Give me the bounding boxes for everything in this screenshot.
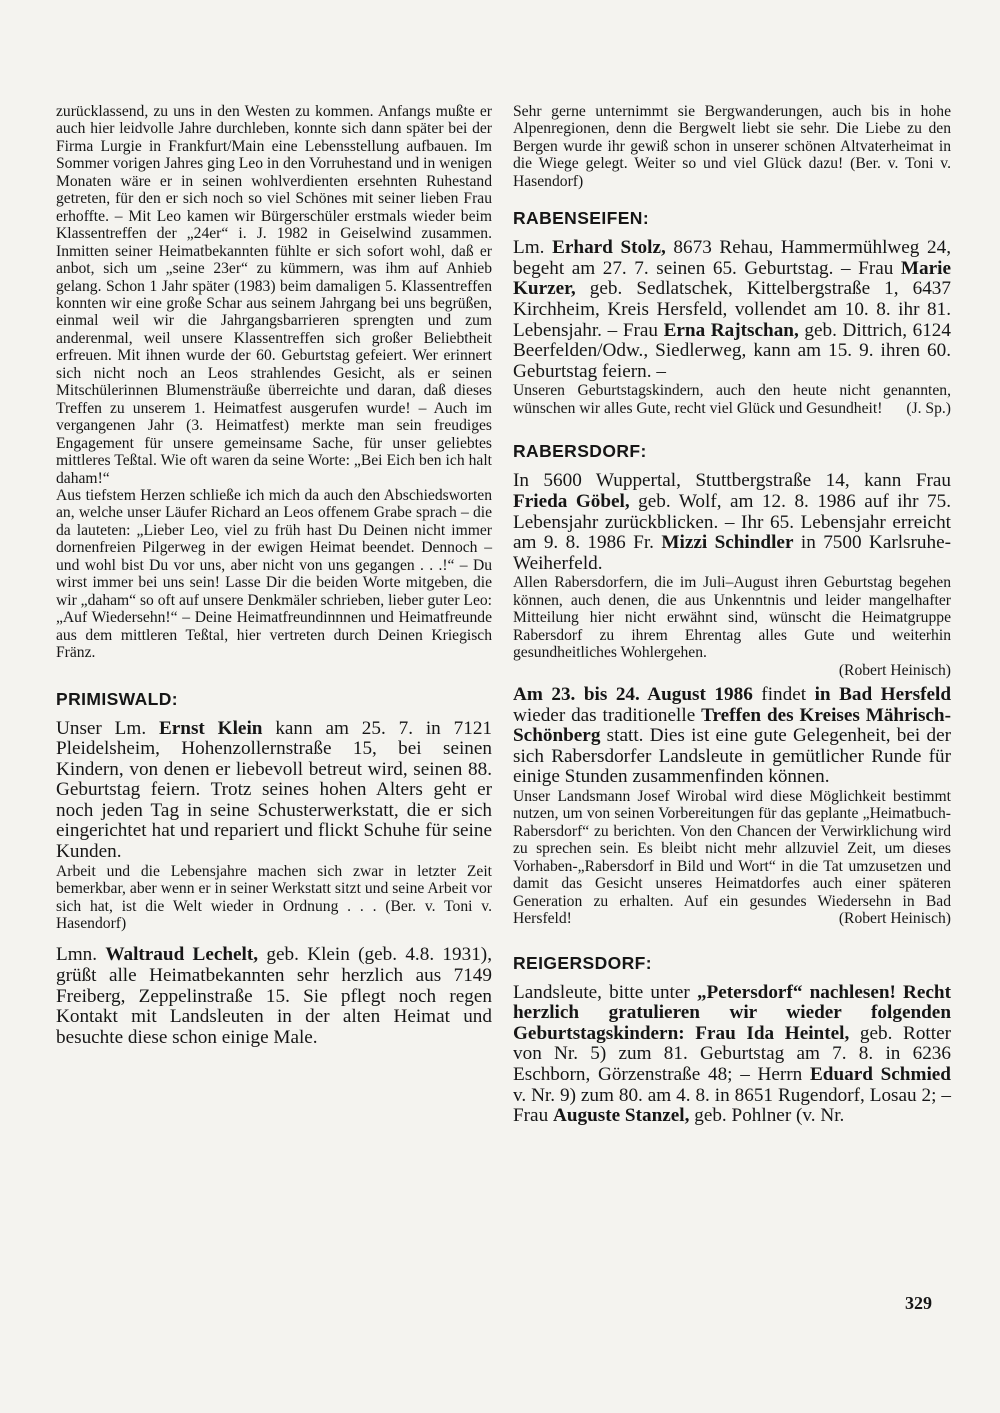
person-name: Ernst Klein xyxy=(158,717,263,739)
right-column xyxy=(513,103,951,1127)
heimatbuch-paragraph: Unser Landsmann Josef Wirobal wird diese Möglichkeit bestimmt nutzen, um von seinen Vorbereitungen für das geplante „Heimatbuch-Rabersdorf“ zu berichten. Von den Chancen der Verwirklichung wird zu sprechen sein. Es bleibt nicht mehr allzuviel Zeit, um dieses Vorhaben-„Rabersdorf in Bild und Wort“ in die Tat umzusetzen und damit das Gesicht unseres Heimatdorfes auch einer späteren Generation zu erhalten. Auf ein gesundes Wiedersehn in Bad Hersfeld! (Robert Heinisch) xyxy=(513,787,951,928)
person-name: Auguste Stanzel, xyxy=(552,1105,690,1127)
author-citation: (Robert Heinisch) xyxy=(838,910,951,928)
person-name: Erhard Stolz, xyxy=(552,237,666,259)
author-citation: (Robert Heinisch) xyxy=(838,661,951,679)
author-citation: (J. Sp.) xyxy=(906,399,951,417)
rabersdorf-heading: RABERSDORF: xyxy=(513,441,647,462)
page-number: 329 xyxy=(905,1293,932,1313)
primiswald-heading: PRIMISWALD: xyxy=(56,688,179,709)
person-name: Marie Kurzer, xyxy=(513,257,951,300)
farewell-paragraph: Aus tiefstem Herzen schließe ich mich da auch den Abschiedsworten an, welche unser Läufer Richard an Leos offenem Grabe sprach – die da lauteten: „Lieber Leo, viel zu früh hast Du Deinen nicht immer dornenfreien Pilgerweg in der ewigen Heimat beendet. Dennoch – und wohl bist Du vor uns, aber nicht von uns gegangen . . .!“ – Du wirst immer bei uns sein! Lasse Dir die beiden Worte mitgeben, die wir „daham“ so oft auf unsere Denkmäler schrieben, lieber guter Leo: „Auf Wiedersehn!“ – Deine Heimatfreundinnnen und Heimatfreunde aus dem mittleren Teßtal, hier vertreten durch Deinen Kriegisch Fränz. xyxy=(56,486,493,662)
bad-hersfeld-meeting-paragraph: Am 23. bis 24. August 1986 findet in Bad Hersfeld wieder das traditionelle Treffen des Kreises Mährisch-Schönberg statt. Dies ist eine gute Gelegenheit, bei der sich Rabersdorfer Landsleute in gemütlicher Runde für einige Stunden zusammenfinden können. xyxy=(513,684,951,788)
person-name: Frieda Göbel, xyxy=(513,490,630,512)
person-name: Waltraud Lechelt, xyxy=(105,944,259,966)
person-name: Eduard Schmied xyxy=(809,1063,951,1085)
rabenseifen-heading: RABENSEIFEN: xyxy=(513,208,650,229)
left-column xyxy=(56,103,492,1048)
reigersdorf-heading: REIGERSDORF: xyxy=(513,952,652,973)
primiswald-waltraud-paragraph: Lmn. Waltraud Lechelt, geb. Klein (geb. 4.8. 1931), grüßt alle Heimatbekannten sehr herzlich aus 7149 Freiberg, Zeppelinstraße 15. Sie pflegt noch regen Kontakt mit Landsleuten in der alten Heimat und besuchte diese schon einige Male. xyxy=(56,944,492,1048)
rabenseifen-birthdays-paragraph: Lm. Erhard Stolz, 8673 Rehau, Hammermühlweg 24, begeht am 27. 7. seinen 65. Geburtstag. – Frau Marie Kurzer, geb. Sedlatschek, Kittelbergstraße 1, 6437 Kirchheim, Kreis Hersfeld, vollendet am 10. 8. ihr 81. Lebensjahr. – Frau Erna Rajtschan, geb. Dittrich, 6124 Beerfelden/Odw., Siedlerweg, kann am 15. 9. ihren 60. Geburtstag feiern. – xyxy=(513,237,951,382)
primiswald-ernst-klein-paragraph: Unser Lm. Ernst Klein kann am 25. 7. in 7121 Pleidelsheim, Hohenzollernstraße 15, bei seinen Kindern, von denen er liebevoll betreut wird, seinen 88. Geburtstag feiern. Trotz seines hohen Alters geht er noch jeden Tag in seine Schusterwerkstatt, die er sich eingerichtet hat und repariert und flickt Schuhe für seine Kunden. xyxy=(56,717,493,863)
rabersdorf-birthdays-paragraph: In 5600 Wuppertal, Stuttbergstraße 14, kann Frau Frieda Göbel, geb. Wolf, am 12. 8. 1986 auf ihr 75. Lebensjahr zurückblicken. – Ihr 65. Lebensjahr erreicht am 9. 8. 1986 Fr. Mizzi Schindler in 7500 Karlsruhe-Weiherfeld. xyxy=(513,470,952,574)
primiswald-workshop-paragraph: Arbeit und die Lebensjahre machen sich zwar in letzter Zeit bemerkbar, aber wenn er in seiner Werkstatt sitzt und seine Arbeit vor sich hat, ist die Welt wieder in Ordnung . . . (Ber. v. Toni v. Hasendorf) xyxy=(56,862,492,933)
mountain-hiking-paragraph: Sehr gerne unternimmt sie Bergwanderungen, auch bis in hohe Alpenregionen, denn die Bergwelt liebt sie sehr. Die Liebe zu den Bergen wurde ihr gewiß schon in unserer schönen Altvaterheimat in die Wiege gelegt. Weiter so und viel Glück dazu! (Ber. v. Toni v. Hasendorf) xyxy=(513,103,951,190)
rabenseifen-wishes-paragraph: Unseren Geburtstagskindern, auch den heute nicht genannten, wünschen wir alles Gute, recht viel Glück und Gesundheit! (J. Sp.) xyxy=(513,382,951,417)
rabersdorf-wishes-paragraph: Allen Rabersdorfern, die im Juli–August ihren Geburtstag begehen können, auch denen, die aus Unkenntnis und leider mangelhafter Mitteilung hier nicht erwähnt sind, wünscht die Heimatgruppe Rabersdorf zu ihrem Ehrentag alles Gute und weiterhin gesundheitliches Wohlergehen. xyxy=(513,574,951,662)
person-name: Erna Rajtschan, xyxy=(663,319,799,341)
person-name: Mizzi Schindler xyxy=(661,532,794,554)
reigersdorf-birthdays-paragraph: Landsleute, bitte unter „Petersdorf“ nachlesen! Recht herzlich gratulieren wir wieder folgenden Geburtstagskindern: Frau Ida Heintel, geb. Rotter von Nr. 5) zum 81. Geburtstag am 7. 8. in 6236 Eschborn, Görzenstraße 48; – Herrn Eduard Schmied v. Nr. 9) zum 80. am 4. 8. in 8651 Rugendorf, Losau 2; – Frau Auguste Stanzel, geb. Pohlner (v. Nr. xyxy=(513,981,951,1127)
leo-obituary-paragraph: zurücklassend, zu uns in den Westen zu kommen. Anfangs mußte er auch hier leidvolle Jahre durchleben, konnte sich dann später bei der Firma Lurgie in Frankfurt/Main eine Lebensstellung aufbauen. Im Sommer vorigen Jahres ging Leo in den Vorruhestand und in wenigen Monaten wäre er in seinen wohlverdienten ersehnten Ruhestand getreten, für den er sich noch so viel Schönes mit seiner lieben Frau erhoffte. – Mit Leo kamen wir Bürgerschüler erstmals wieder beim Klassentreffen der „24er“ i. J. 1982 in Geiselwind zusammen. Inmitten seiner Heimatbekannten fühlte er sich sofort wohl, daß er anbot, sich um „seine 23er“ zu kümmern, was ihm auf Anhieb gelang. Schon 1 Jahr später (1983) beim damaligen 5. Klassentreffen konnten wir eine große Schar aus seinem Jahrgang bei uns begrüßen, einmal weil wir die Jahrgangsbarrieren sprengten und zum anderenmal, weil unsere Klassentreffen sich großer Beliebtheit erfreuen. Mit ihnen wurde der 60. Geburtstag gefeiert. Wer erinnert sich nicht noch an Leos strahlendes Gesicht, als er seinen Mitschülerinnen Blumensträuße überreichte und daran, daß dieses Treffen zu unserem 1. Heimatfest ausgerufen wurde! – Auch im vergangenen Jahr (3. Heimatfest) merkte man sein freudiges Engagement für unsere gemeinsame Sache, für unser geliebtes mittleres Teßtal. Wie oft waren da seine Worte: „Bei Eich ben ich halt daham!“ xyxy=(56,103,492,487)
